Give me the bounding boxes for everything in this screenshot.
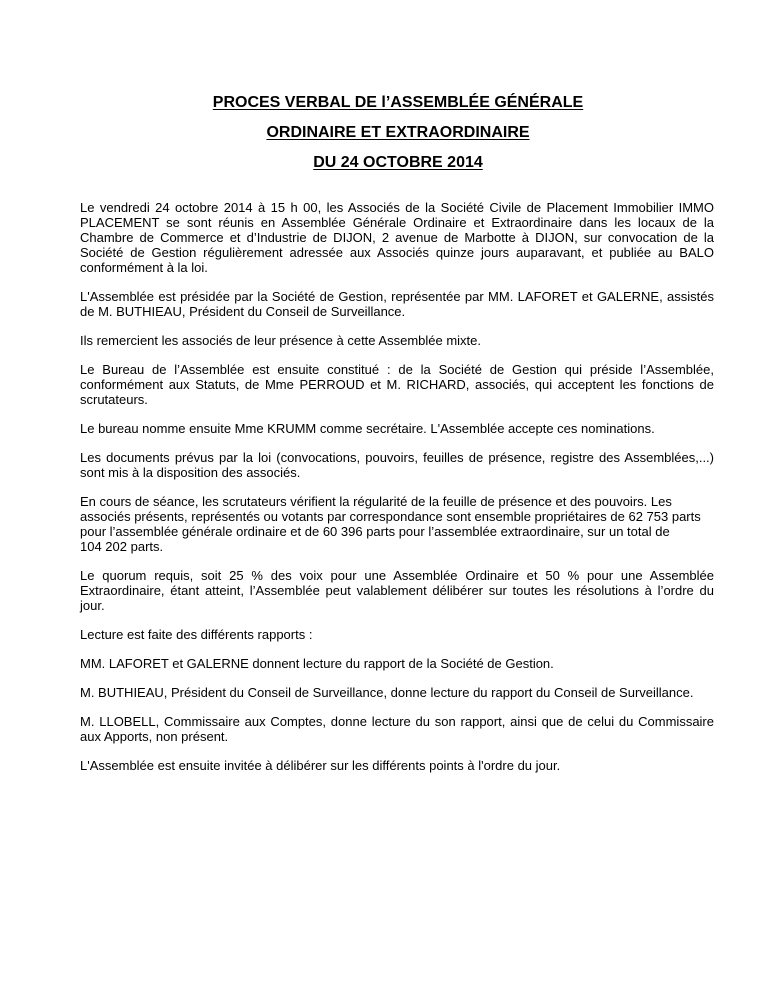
paragraph-quorum-count bbox=[80, 494, 714, 554]
paragraph-report-council: M. BUTHIEAU, Président du Conseil de Surveillance, donne lecture du rapport du Conseil de Surveillance. bbox=[80, 685, 694, 700]
paragraph-report-management: MM. LAFORET et GALERNE donnent lecture du rapport de la Société de Gestion. bbox=[80, 656, 554, 671]
document-body bbox=[80, 200, 714, 773]
paragraph-quorum: Le quorum requis, soit 25 % des voix pour une Assemblée Ordinaire et 50 % pour une Assemblée Extraordinaire, étant atteint, l’Assemblée peut valablement délibérer sur toutes les résolutions à l’ordre du jour. bbox=[80, 568, 714, 613]
paragraph-report-auditor: M. LLOBELL, Commissaire aux Comptes, donne lecture du son rapport, ainsi que de celui du Commissaire aux Apports, non présent. bbox=[80, 714, 714, 744]
paragraph-presidency: L'Assemblée est présidée par la Société de Gestion, représentée par MM. LAFORET et GALERNE, assistés de M. BUTHIEAU, Président du Conseil de Surveillance. bbox=[80, 289, 714, 319]
paragraph-documents: Les documents prévus par la loi (convocations, pouvoirs, feuilles de présence, registre des Assemblées,...) sont mis à la disposition des associés. bbox=[80, 450, 714, 480]
document-title bbox=[82, 88, 714, 178]
title-line-3: DU 24 OCTOBRE 2014 bbox=[313, 154, 483, 171]
paragraph-secretary: Le bureau nomme ensuite Mme KRUMM comme secrétaire. L'Assemblée accepte ces nominations. bbox=[80, 421, 655, 436]
total-parts-text: 104 202 parts. bbox=[80, 539, 164, 554]
title-line-1: PROCES VERBAL DE l’ASSEMBLÉE GÉNÉRALE bbox=[212, 94, 584, 111]
paragraph-reports-intro: Lecture est faite des différents rapports : bbox=[80, 627, 313, 642]
paragraph-deliberation: L'Assemblée est ensuite invitée à délibérer sur les différents points à l'ordre du jour. bbox=[80, 758, 561, 773]
paragraph-thanks: Ils remercient les associés de leur présence à cette Assemblée mixte. bbox=[80, 333, 482, 348]
title-line-2: ORDINAIRE ET EXTRAORDINAIRE bbox=[266, 124, 530, 141]
quorum-count-text: En cours de séance, les scrutateurs vérifient la régularité de la feuille de présence et des pouvoirs. Les associés présents, représentés ou votants par correspondance sont ensemble propriétaires de 62 753 parts pour l’assemblée générale ordinaire et de 60 396 parts pour l’assemblée extraordinaire, sur un total de bbox=[80, 494, 701, 539]
paragraph-bureau: Le Bureau de l’Assemblée est ensuite constitué : de la Société de Gestion qui préside l’Assemblée, conformément aux Statuts, de Mme PERROUD et M. RICHARD, associés, qui acceptent les fonctions de scrutateurs. bbox=[80, 362, 714, 407]
paragraph-opening: Le vendredi 24 octobre 2014 à 15 h 00, les Associés de la Société Civile de Placement Immobilier IMMO PLACEMENT se sont réunis en Assemblée Générale Ordinaire et Extraordinaire dans les locaux de la Chambre de Commerce et d’Industrie de DIJON, 2 avenue de Marbotte à DIJON, sur convocation de la Société de Gestion régulièrement adressée aux Associés quinze jours auparavant, et publiée au BALO conformément à la loi. bbox=[80, 200, 714, 275]
